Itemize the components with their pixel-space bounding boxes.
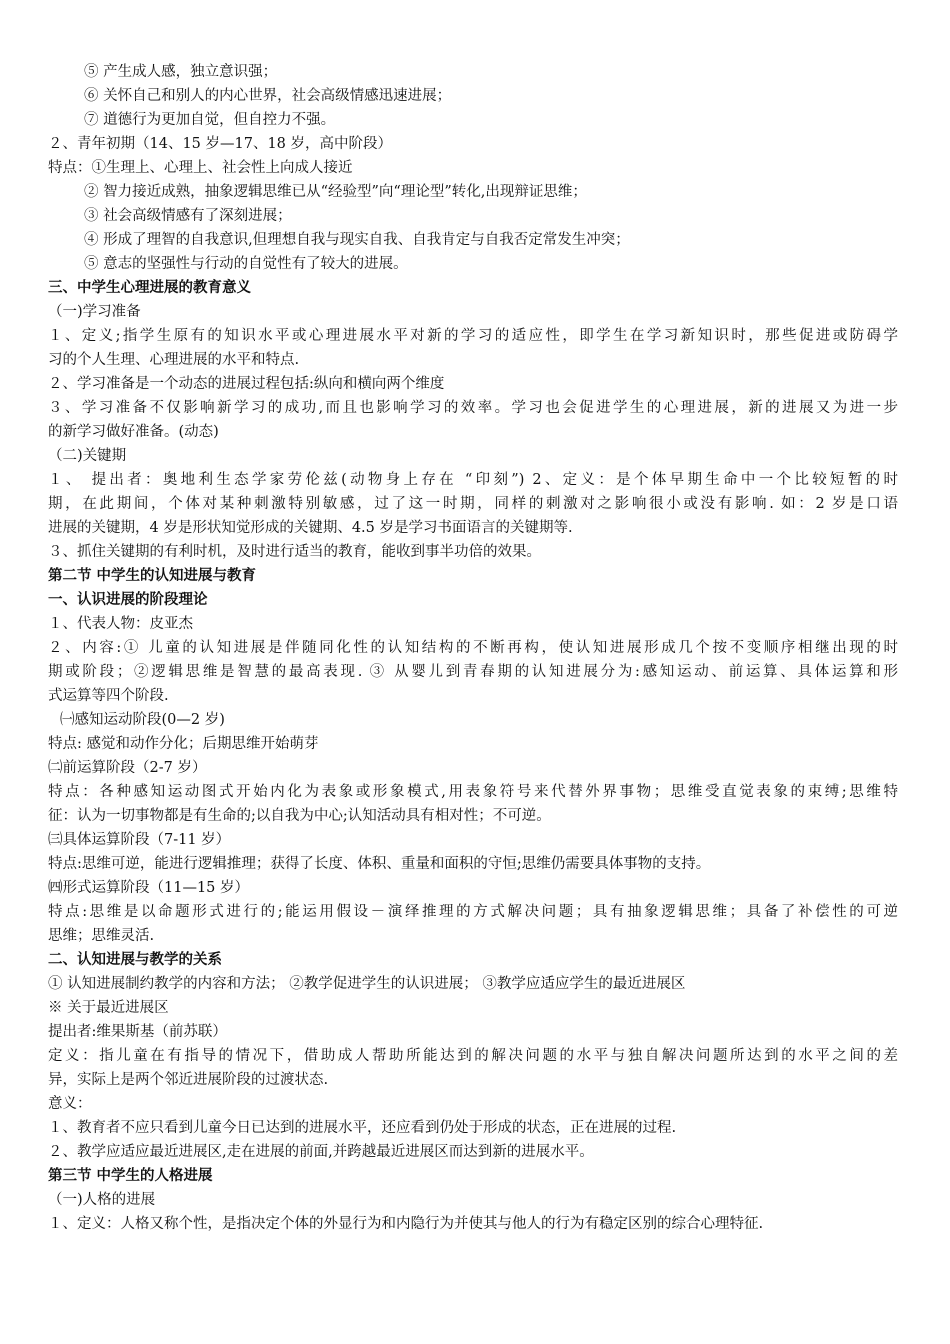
text-line: ３、学习准备不仅影响新学习的成功,而且也影响学习的效率。学习也会促进学生的心理进展，新的进展又为进一步 [48,400,898,416]
text-line: ⑤ 产生成人感，独立意识强； [84,64,278,80]
section-heading: 第二节 中学生的认知进展与教育 [48,568,257,584]
section-heading: 第三节 中学生的人格进展 [48,1168,213,1184]
text-line: （二)关键期 [48,448,127,464]
text-line: 提出者:维果斯基（前苏联） [48,1024,227,1040]
section-heading: 二、认知进展与教学的关系 [48,952,222,968]
text-line: ※ 关于最近进展区 [48,1000,169,1016]
text-line: ３、抓住关键期的有利时机，及时进行适当的教育，能收到事半功倍的效果。 [48,544,541,560]
text-line: ㈣形式运算阶段（11—15 岁） [48,880,250,896]
section-heading: 三、中学生心理进展的教育意义 [48,280,251,296]
text-line: １、代表人物：皮亚杰 [48,616,193,632]
text-line: ③ 社会高级情感有了深刻进展； [84,208,292,224]
text-line: 特点：各种感知运动图式开始内化为表象或形象模式,用表象符号来代替外界事物；思维受直觉表象的束缚;思维特 [48,784,898,800]
text-line: 特点：①生理上、心理上、社会性上向成人接近 [48,160,353,176]
text-line: ⑦ 道德行为更加自觉，但自控力不强。 [84,112,336,128]
text-line: 特点: 感觉和动作分化；后期思维开始萌芽 [48,736,319,752]
text-line: １、 提出者：奥地利生态学家劳伦兹(动物身上存在 “印刻”) 2、定义：是个体早期生命中一个比较短暂的时 [48,472,898,488]
text-line: 思维；思维灵活. [48,928,155,944]
section-heading: 一、认识进展的阶段理论 [48,592,208,608]
text-line: ② 智力接近成熟，抽象逻辑思维已从“经验型”向“理论型”转化,出现辩证思维； [84,184,587,200]
text-line: １、定义;指学生原有的知识水平或心理进展水平对新的学习的适应性，即学生在学习新知识时，那些促进或防碍学 [48,328,898,344]
text-line: 定义：指儿童在有指导的情况下，借助成人帮助所能达到的解决问题的水平与独自解决问题所达到的水平之间的差 [48,1048,898,1064]
text-line: 式运算等四个阶段. [48,688,169,704]
text-line: ２、教学应适应最近进展区,走在进展的前面,并跨越最近进展区而达到新的进展水平。 [48,1144,594,1160]
text-line: （一)学习准备 [48,304,141,320]
text-line: ⑤ 意志的坚强性与行动的自觉性有了较大的进展。 [84,256,408,272]
text-line: １、教育者不应只看到儿童今日已达到的进展水平，还应看到仍处于形成的状态，正在进展的过程. [48,1120,677,1136]
text-line: ㈢具体运算阶段（7-11 岁） [48,832,231,848]
text-line: ① 认知进展制约教学的内容和方法； ②教学促进学生的认识进展； ③教学应适应学生的最近进展区 [48,976,686,992]
text-line: １、定义：人格又称个性，是指决定个体的外显行为和内隐行为并使其与他人的行为有稳定区别的综合心理特征. [48,1216,764,1232]
text-line: ㈠感知运动阶段(0—2 岁) [60,712,225,728]
text-line: 特点:思维可逆，能进行逻辑推理；获得了长度、体积、重量和面积的守恒;思维仍需要具体事物的支持。 [48,856,711,872]
text-line: 的新学习做好准备。(动态) [48,424,219,440]
text-line: 征：认为一切事物都是有生命的;以自我为中心;认知活动具有相对性；不可逆。 [48,808,551,824]
text-line: 期或阶段；②逻辑思维是智慧的最高表现. ③ 从婴儿到青春期的认知进展分为:感知运动、前运算、具体运算和形 [48,664,898,680]
text-line: ⑥ 关怀自己和别人的内心世界，社会高级情感迅速进展； [84,88,452,104]
text-line: ２、内容:① 儿童的认知进展是伴随同化性的认知结构的不断再构，使认知进展形成几个按不变顺序相继出现的时 [48,640,898,656]
text-line: ④ 形成了理智的自我意识,但理想自我与现实自我、自我肯定与自我否定常发生冲突； [84,232,630,248]
text-line: ２、学习准备是一个动态的进展过程包括:纵向和横向两个维度 [48,376,445,392]
text-line: 习的个人生理、心理进展的水平和特点. [48,352,300,368]
text-line: 期，在此期间，个体对某种刺激特别敏感，过了这一时期，同样的刺激对之影响很小或没有影响. 如：2 岁是口语 [48,496,898,512]
text-line: ㈡前运算阶段（2-7 岁） [48,760,207,776]
text-line: ２、青年初期（14、15 岁—17、18 岁，高中阶段） [48,136,393,152]
text-line: 意义： [48,1096,92,1112]
text-line: 特点:思维是以命题形式进行的;能运用假设－演绎推理的方式解决问题；具有抽象逻辑思维；具备了补偿性的可逆 [48,904,898,920]
text-line: 进展的关键期，4 岁是形状知觉形成的关键期、4.5 岁是学习书面语言的关键期等. [48,520,573,536]
text-line: （一)人格的进展 [48,1192,156,1208]
text-line: 异，实际上是两个邻近进展阶段的过渡状态. [48,1072,329,1088]
